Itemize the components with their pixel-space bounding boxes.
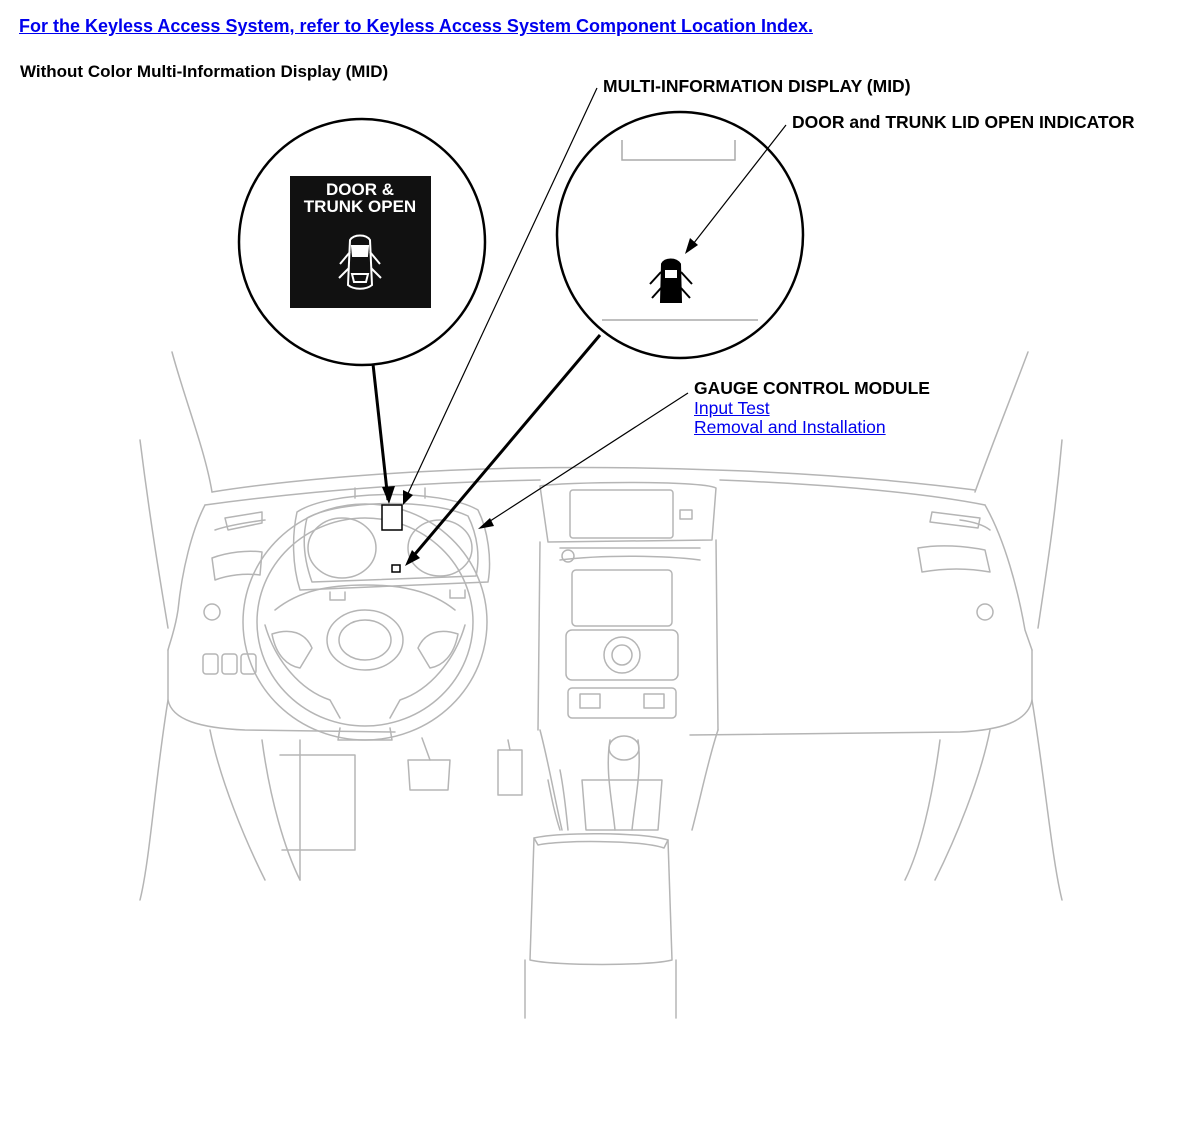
mid-callout-label: MULTI-INFORMATION DISPLAY (MID) [603, 76, 911, 96]
mid-panel-line2: TRUNK OPEN [303, 197, 417, 216]
indicator-location-marker [392, 565, 400, 572]
diagram-subtitle: Without Color Multi-Information Display (MID) [20, 62, 389, 81]
keyless-access-index-link[interactable]: For the Keyless Access System, refer to Keyless Access System Component Location Index. [19, 16, 813, 36]
input-test-link[interactable]: Input Test [694, 398, 770, 418]
door-indicator-callout-label: DOOR and TRUNK LID OPEN INDICATOR [792, 112, 1135, 132]
dashboard-line-drawing [140, 352, 1062, 1018]
gauge-module-links [694, 399, 886, 437]
indicator-magnifier-circle [557, 112, 803, 358]
removal-installation-link[interactable]: Removal and Installation [694, 417, 886, 437]
gauge-module-callout-label: GAUGE CONTROL MODULE [694, 378, 930, 398]
mid-location-marker [382, 505, 402, 530]
mid-panel-line1: DOOR & [326, 180, 394, 199]
